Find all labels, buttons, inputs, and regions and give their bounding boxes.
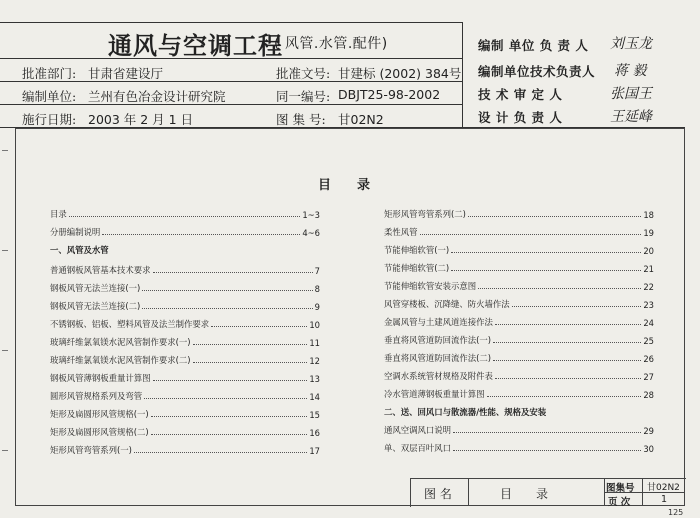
- effective-date-label: 施行日期:: [22, 112, 77, 127]
- leader-dots: [151, 416, 308, 417]
- toc-entry-page: 11: [309, 338, 320, 348]
- header-divider: [462, 22, 463, 128]
- toc-entry-page: 17: [309, 446, 320, 456]
- leader-dots: [495, 378, 641, 379]
- toc-entry: [384, 422, 654, 436]
- toc-entry-text: 二、送、回风口与散流器/性能、规格及安装: [384, 407, 547, 417]
- toc-entry: [384, 386, 654, 400]
- page-subtitle: ( 风管.水管.配件): [274, 36, 388, 52]
- leader-dots: [512, 306, 642, 307]
- leader-dots: [153, 380, 308, 381]
- leader-dots: [487, 396, 642, 397]
- toc-entry-page: 18: [643, 210, 654, 220]
- toc-entry: [50, 316, 320, 330]
- toc-entry: [384, 206, 654, 220]
- atlas-no-value: 甘02N2: [338, 112, 384, 127]
- toc-entry-text: 垂直将风管道防回流作法(二): [384, 353, 492, 363]
- toc-entry: [50, 370, 320, 384]
- toc-entry-text: 冷水管道薄钢板重量计算图: [384, 389, 485, 399]
- toc-entry-page: 30: [643, 444, 654, 454]
- toc-section-heading: [50, 242, 320, 256]
- leader-dots: [420, 234, 642, 235]
- leader-dots: [468, 216, 641, 217]
- leader-dots: [102, 234, 300, 235]
- toc-entry-page: 24: [643, 318, 654, 328]
- approve-doc-value: 甘建标 (2002) 384号: [338, 66, 462, 81]
- toc-entry-page: 21: [643, 264, 654, 274]
- leader-dots: [493, 342, 641, 343]
- toc-entry-page: 8: [314, 284, 320, 294]
- toc-entry-page: 29: [643, 426, 654, 436]
- toc-entry: [50, 280, 320, 294]
- approve-doc-label: 批准文号:: [276, 66, 331, 81]
- toc-entry-text: 钢板风管无法兰连接(一): [50, 283, 141, 293]
- compile-unit-value: 兰州有色冶金设计研究院: [88, 89, 226, 104]
- atlas-label: 图集号: [606, 483, 635, 494]
- toc-entry-text: 钢板风管薄钢板重量计算图: [50, 373, 151, 383]
- leader-dots: [151, 434, 308, 435]
- toc-entry: [384, 296, 654, 310]
- toc-section-heading: [384, 404, 654, 418]
- leader-dots: [478, 288, 641, 289]
- toc-entry: [50, 224, 320, 238]
- toc-entry-page: 23: [643, 300, 654, 310]
- responsible-label: 编制单位技术负责人: [478, 64, 596, 79]
- uniform-no-label: 同一编号:: [276, 89, 331, 104]
- binding-mark: [2, 150, 8, 151]
- toc-entry-page: 28: [643, 390, 654, 400]
- title-block-divider: [468, 478, 469, 506]
- toc-entry-text: 风管穿楼板、沉降缝、防火墙作法: [384, 299, 510, 309]
- approve-dept-label: 批准部门:: [22, 66, 77, 81]
- signature: 刘玉龙: [610, 36, 652, 52]
- leader-dots: [451, 252, 641, 253]
- toc-entry-text: 垂直将风管道防回流作法(一): [384, 335, 492, 345]
- binding-mark: [2, 350, 8, 351]
- leader-dots: [453, 432, 641, 433]
- leader-dots: [451, 270, 641, 271]
- signature: 张国王: [610, 86, 652, 102]
- toc-entry-page: 27: [643, 372, 654, 382]
- leader-dots: [211, 326, 307, 327]
- toc-entry-text: 矩形风管弯管系列(二): [384, 209, 466, 219]
- compile-unit-label: 编制单位:: [22, 89, 77, 104]
- toc-entry: [50, 424, 320, 438]
- toc-title: 目 录: [318, 178, 371, 193]
- header-top-rule: [0, 22, 462, 23]
- toc-entry-text: 节能伸缩软管(一): [384, 245, 450, 255]
- drawing-name-value: 目 录: [500, 487, 549, 501]
- leader-dots: [453, 450, 641, 451]
- toc-entry-text: 柔性风管: [384, 227, 418, 237]
- toc-entry-text: 通风空调风口说明: [384, 425, 451, 435]
- toc-entry-text: 空调水系统管材规格及附件表: [384, 371, 493, 381]
- leader-dots: [69, 216, 301, 217]
- drawing-name-label: 图 名: [424, 487, 452, 501]
- binding-mark: [2, 250, 8, 251]
- toc-entry-text: 金属风管与土建风道连接作法: [384, 317, 493, 327]
- toc-entry-text: 节能伸缩软管安装示意图: [384, 281, 477, 291]
- toc-entry-page: 19: [643, 228, 654, 238]
- toc-entry-page: 1~3: [302, 210, 320, 220]
- leader-dots: [142, 290, 312, 291]
- leader-dots: [142, 308, 312, 309]
- leader-dots: [193, 362, 308, 363]
- toc-entry: [50, 388, 320, 402]
- uniform-no-value: DBJT25-98-2002: [338, 87, 441, 102]
- atlas-no-label: 图 集 号:: [276, 112, 326, 127]
- binding-mark: [2, 450, 8, 451]
- toc-entry: [384, 440, 654, 454]
- toc-entry: [384, 278, 654, 292]
- leader-dots: [153, 272, 313, 273]
- toc-entry-text: 单、双层百叶风口: [384, 443, 451, 453]
- toc-entry-page: 16: [309, 428, 320, 438]
- toc-entry-page: 12: [309, 356, 320, 366]
- approve-dept-value: 甘肃省建设厅: [88, 66, 164, 81]
- toc-entry-text: 一、风管及水管: [50, 245, 109, 255]
- toc-entry: [384, 332, 654, 346]
- toc-entry: [50, 406, 320, 420]
- toc-entry-text: 矩形风管弯管系列(一): [50, 445, 132, 455]
- leader-dots: [144, 398, 307, 399]
- atlas-value: 甘02N2: [647, 483, 680, 493]
- toc-entry: [384, 368, 654, 382]
- toc-entry-page: 25: [643, 336, 654, 346]
- toc-entry-text: 节能伸缩软管(二): [384, 263, 450, 273]
- toc-entry-text: 普通钢板风管基本技术要求: [50, 265, 151, 275]
- toc-entry-page: 26: [643, 354, 654, 364]
- page-label: 页 次: [608, 497, 631, 508]
- toc-entry: [384, 350, 654, 364]
- toc-entry-page: 13: [309, 374, 320, 384]
- leader-dots: [134, 452, 307, 453]
- toc-entry-page: 14: [309, 392, 320, 402]
- toc-entry-text: 玻璃纤维氯氧镁水泥风管制作要求(一): [50, 337, 191, 347]
- toc-entry-text: 矩形及扁圆形风管规格(二): [50, 427, 149, 437]
- toc-entry: [50, 262, 320, 276]
- toc-entry-page: 20: [643, 246, 654, 256]
- toc-entry: [50, 352, 320, 366]
- toc-entry-text: 目录: [50, 209, 67, 219]
- toc-entry: [384, 314, 654, 328]
- toc-entry-text: 玻璃纤维氯氧镁水泥风管制作要求(二): [50, 355, 191, 365]
- toc-entry: [384, 224, 654, 238]
- toc-entry-page: 10: [309, 320, 320, 330]
- toc-entry: [384, 242, 654, 256]
- toc-entry: [50, 298, 320, 312]
- toc-entry: [50, 206, 320, 220]
- toc-entry: [50, 442, 320, 456]
- responsible-label: 设 计 负 责 人: [478, 110, 563, 125]
- signature: 蒋 毅: [614, 63, 647, 79]
- toc-entry-page: 9: [314, 302, 320, 312]
- toc-entry: [384, 260, 654, 274]
- toc-entry-text: 圆形风管规格系列及弯管: [50, 391, 143, 401]
- toc-entry-text: 矩形及扁圆形风管规格(一): [50, 409, 149, 419]
- toc-entry-page: 7: [314, 266, 320, 276]
- responsible-label: 技 术 审 定 人: [478, 87, 563, 102]
- leader-dots: [493, 360, 641, 361]
- page-title: 通风与空调工程: [108, 32, 283, 60]
- page-value: 1: [661, 494, 668, 505]
- toc-entry-text: 不锈钢板、铝板、塑料风管及法兰制作要求: [50, 319, 210, 329]
- page-number: 125: [668, 508, 684, 517]
- toc-entry-page: 15: [309, 410, 320, 420]
- toc-entry-page: 4~6: [302, 228, 320, 238]
- signature: 王延峰: [610, 109, 652, 125]
- toc-entry-text: 钢板风管无法兰连接(二): [50, 301, 141, 311]
- responsible-label: 编制 单位 负 责 人: [478, 38, 589, 53]
- toc-entry: [50, 334, 320, 348]
- leader-dots: [193, 344, 308, 345]
- leader-dots: [495, 324, 641, 325]
- effective-date-value: 2003 年 2 月 1 日: [88, 112, 194, 127]
- toc-entry-text: 分册编制说明: [50, 227, 101, 237]
- toc-entry-page: 22: [643, 282, 654, 292]
